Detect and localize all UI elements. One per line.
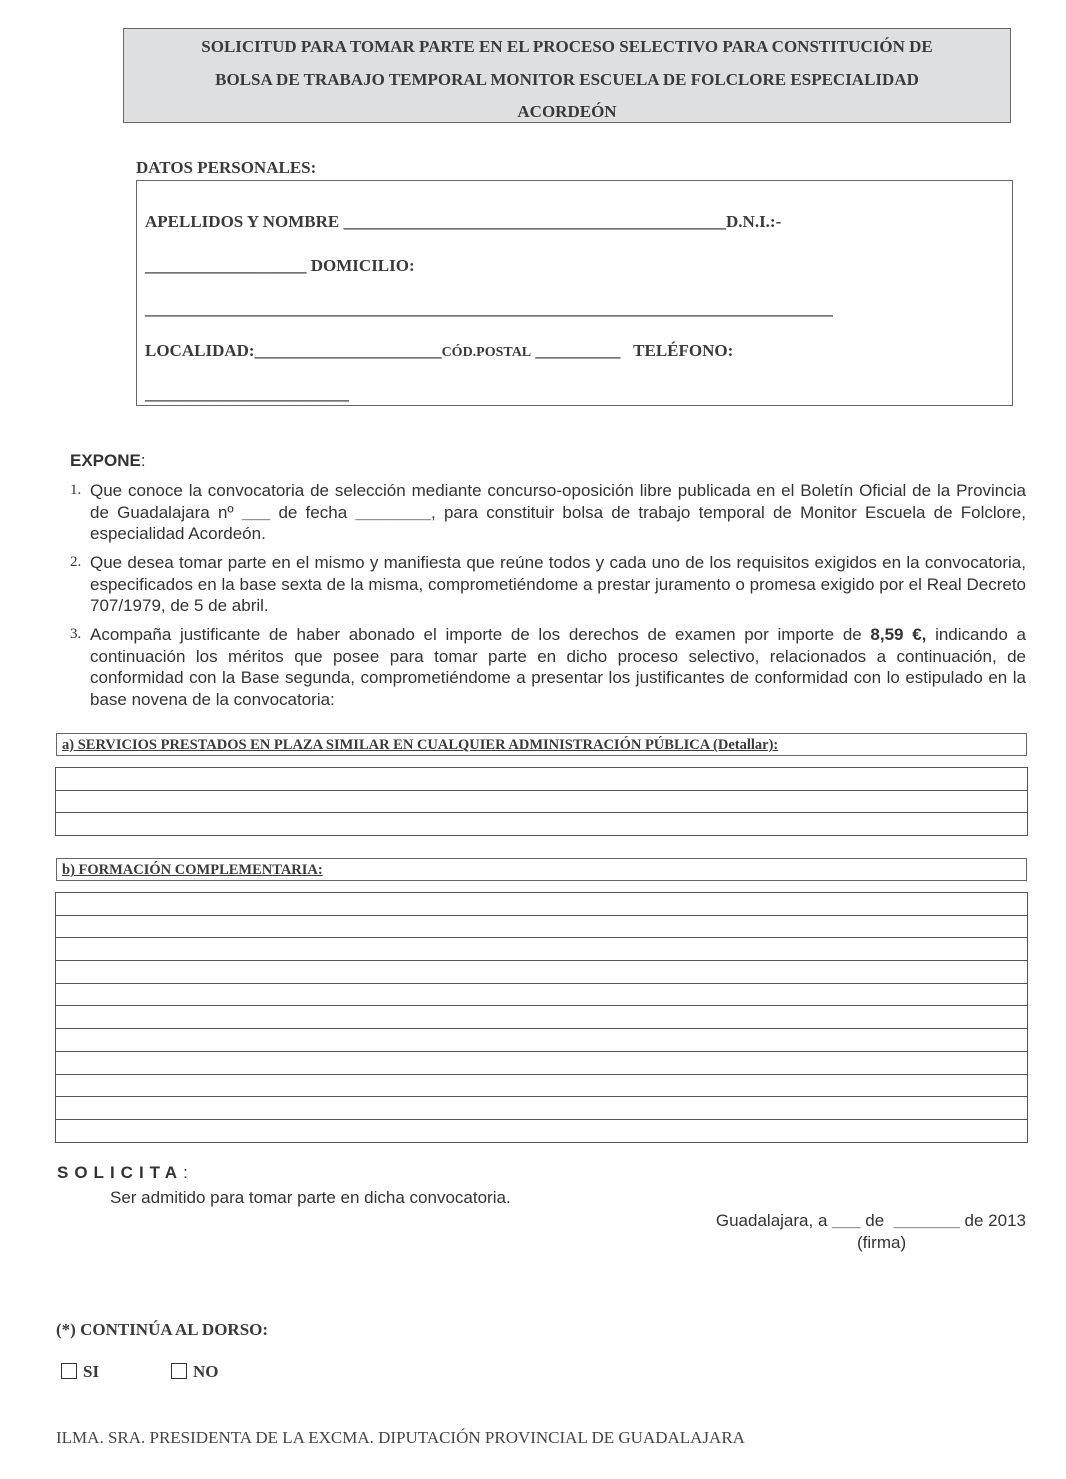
day-field[interactable]: ___	[832, 1211, 861, 1230]
table-row[interactable]	[56, 938, 1027, 961]
item-number: 1.	[70, 482, 82, 498]
table-row[interactable]	[56, 1075, 1027, 1098]
table-row[interactable]	[56, 1120, 1027, 1143]
datos-personales-heading: DATOS PERSONALES:	[136, 158, 317, 177]
si-option[interactable]: SI	[61, 1362, 99, 1382]
table-row[interactable]	[56, 1052, 1027, 1075]
title-line-1: SOLICITUD PARA TOMAR PARTE EN EL PROCESO SELECTIVO PARA CONSTITUCIÓN DE	[201, 37, 933, 56]
telefono-field[interactable]: ________________________	[145, 384, 349, 403]
table-row[interactable]	[56, 813, 1027, 836]
importe-amount: 8,59 €,	[870, 625, 927, 644]
expone-heading: EXPONE:	[70, 451, 146, 470]
solicita-text: Ser admitido para tomar parte en dicha convocatoria.	[110, 1188, 511, 1207]
si-checkbox[interactable]	[61, 1363, 77, 1379]
expone-item-3	[70, 624, 1026, 712]
continua-al-dorso-label: (*) CONTINÚA AL DORSO:	[56, 1320, 269, 1339]
solicita-heading: SOLICITA:	[57, 1163, 188, 1182]
table-row[interactable]	[56, 1097, 1027, 1120]
table-row[interactable]	[56, 1006, 1027, 1029]
item-number: 2.	[70, 554, 82, 570]
apellidos-label: APELLIDOS Y NOMBRE	[145, 212, 340, 231]
title-line-2: BOLSA DE TRABAJO TEMPORAL MONITOR ESCUELA DE FOLCLORE ESPECIALIDAD	[215, 70, 919, 89]
domicilio-field[interactable]: ________________________________________________________________________________	[145, 299, 833, 318]
table-row[interactable]	[56, 961, 1027, 984]
fecha-line: Guadalajara, a ___ de _______ de 2013	[715, 1211, 1026, 1230]
fecha-boletin-field[interactable]: ________	[355, 502, 432, 522]
month-field[interactable]: _______	[893, 1211, 960, 1230]
no-option[interactable]: NO	[171, 1362, 219, 1382]
table-row[interactable]	[56, 768, 1027, 791]
cp-field[interactable]: __________	[535, 341, 621, 360]
document-title-box	[123, 28, 1011, 123]
table-row[interactable]	[56, 791, 1027, 814]
numero-boletin-field[interactable]: ___	[241, 502, 271, 522]
firma-label: (firma)	[857, 1233, 907, 1252]
section-a-heading: a) SERVICIOS PRESTADOS EN PLAZA SIMILAR EN CUALQUIER ADMINISTRACIÓN PÚBLICA (Detallar):	[56, 733, 1027, 756]
apellidos-row	[145, 212, 781, 232]
item-text: Que conoce la convocatoria de selección mediante concurso-oposición libre publicada en el Boletín Oficial de la Provincia de Guadalajara nº ___ de fecha ________, para constituir bolsa de trabajo temporal de Monitor Escuela de Folclore, especialidad Acordeón.	[90, 481, 1026, 544]
domicilio-label: DOMICILIO:	[310, 256, 415, 275]
datos-personales-box	[136, 180, 1013, 406]
localidad-field[interactable]: ______________________	[254, 341, 442, 360]
addressee-footer: ILMA. SRA. PRESIDENTA DE LA EXCMA. DIPUTACIÓN PROVINCIAL DE GUADALAJARA	[56, 1428, 745, 1447]
item-text: Acompaña justificante de haber abonado el importe de los derechos de examen por importe de 8,59 €, indicando a continuación los méritos que posee para tomar parte en dicho proceso selectivo, relacionados a continuación, de conformidad con la Base segunda, comprometiéndome a presentar los justificantes de conformidad con lo estipulado en la base novena de la convocatoria:	[90, 625, 1026, 709]
table-row[interactable]	[56, 916, 1027, 939]
apellidos-field[interactable]: _____________________________________________	[343, 212, 727, 231]
section-b-table	[55, 892, 1028, 1143]
table-row[interactable]	[56, 984, 1027, 1007]
title-line-3: ACORDEÓN	[517, 102, 617, 121]
dni-label: D.N.I.:-	[726, 212, 782, 231]
section-a-table	[55, 767, 1028, 836]
dni-field[interactable]: ___________________	[145, 256, 307, 275]
telefono-label: TELÉFONO:	[633, 341, 734, 360]
no-checkbox[interactable]	[171, 1363, 187, 1379]
section-b-heading: b) FORMACIÓN COMPLEMENTARIA:	[56, 858, 1027, 881]
cp-label: CÓD.POSTAL	[441, 345, 532, 360]
localidad-label: LOCALIDAD:	[145, 341, 255, 360]
localidad-row	[145, 341, 733, 361]
expone-item-1	[70, 480, 1026, 546]
expone-item-2	[70, 552, 1026, 618]
table-row[interactable]	[56, 1029, 1027, 1052]
item-number: 3.	[70, 626, 82, 642]
table-row[interactable]	[56, 893, 1027, 916]
item-text: Que desea tomar parte en el mismo y manifiesta que reúne todos y cada uno de los requisitos exigidos en la convocatoria, especificados en la base sexta de la misma, comprometiéndome a prestar juramento o promesa exigido por el Real Decreto 707/1979, de 5 de abril.	[90, 553, 1026, 616]
domicilio-row	[145, 256, 415, 276]
